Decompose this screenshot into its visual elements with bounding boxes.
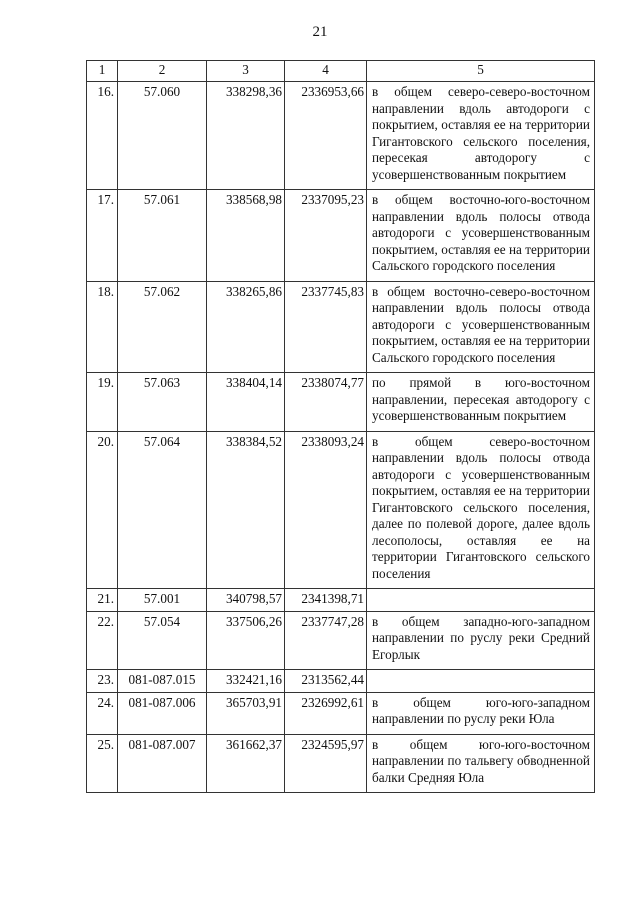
- coordinate-y: 2313562,44: [285, 670, 367, 693]
- column-header: 1: [87, 61, 118, 82]
- coordinate-x: 338384,52: [207, 431, 285, 589]
- point-id: 57.062: [118, 281, 207, 373]
- coordinate-x: 338568,98: [207, 190, 285, 282]
- boundary-description: в общем восточно-северо-восточном направлении вдоль полосы отвода автодороги с усовершенствованным покрытием, оставляя ее на территории Сальского городского поселения: [367, 281, 595, 373]
- boundary-description: в общем восточно-юго-восточном направлении вдоль полосы отвода автодороги с усовершенствованным покрытием, оставляя ее на территории Сальского городского поселения: [367, 190, 595, 282]
- boundary-description: в общем юго-юго-западном направлении по руслу реки Юла: [367, 692, 595, 734]
- point-id: 57.054: [118, 611, 207, 670]
- table-row: [87, 373, 595, 432]
- table-row: [87, 589, 595, 612]
- row-number: 23.: [87, 670, 118, 693]
- row-number: 21.: [87, 589, 118, 612]
- coordinate-x: 338265,86: [207, 281, 285, 373]
- boundary-description: [367, 670, 595, 693]
- row-number: 17.: [87, 190, 118, 282]
- coordinate-y: 2341398,71: [285, 589, 367, 612]
- row-number: 18.: [87, 281, 118, 373]
- coordinate-y: 2324595,97: [285, 734, 367, 793]
- coordinate-y: 2336953,66: [285, 82, 367, 190]
- coordinate-x: 338404,14: [207, 373, 285, 432]
- row-number: 16.: [87, 82, 118, 190]
- table-row: [87, 670, 595, 693]
- coordinate-y: 2326992,61: [285, 692, 367, 734]
- table-row: [87, 692, 595, 734]
- point-id: 57.061: [118, 190, 207, 282]
- boundary-description: в общем северо-восточном направлении вдоль полосы отвода автодороги с усовершенствованным покрытием, оставляя ее на территории Гигантовского сельского поселения, далее по полевой дороге, далее вдоль лесополосы, оставляя ее на территории Гигантовского сельского поселения: [367, 431, 595, 589]
- table-row: [87, 734, 595, 793]
- coordinate-x: 337506,26: [207, 611, 285, 670]
- coordinate-x: 332421,16: [207, 670, 285, 693]
- table-row: [87, 281, 595, 373]
- coordinate-x: 365703,91: [207, 692, 285, 734]
- row-number: 19.: [87, 373, 118, 432]
- coordinate-y: 2338093,24: [285, 431, 367, 589]
- boundary-description: в общем северо-северо-восточном направлении вдоль автодороги с покрытием, оставляя ее на территории Гигантовского сельского поселения, пересекая автодорогу с усовершенствованным покрытием: [367, 82, 595, 190]
- point-id: 57.063: [118, 373, 207, 432]
- column-header: 5: [367, 61, 595, 82]
- page-number: 21: [312, 24, 328, 40]
- point-id: 57.060: [118, 82, 207, 190]
- point-id: 081-087.015: [118, 670, 207, 693]
- point-id: 57.064: [118, 431, 207, 589]
- boundary-description: в общем юго-юго-восточном направлении по тальвегу обводненной балки Средняя Юла: [367, 734, 595, 793]
- coordinate-x: 361662,37: [207, 734, 285, 793]
- point-id: 57.001: [118, 589, 207, 612]
- coordinate-x: 340798,57: [207, 589, 285, 612]
- table-row: [87, 82, 595, 190]
- boundary-description: в общем западно-юго-западном направлении по руслу реки Средний Егорлык: [367, 611, 595, 670]
- table-row: [87, 190, 595, 282]
- column-header: 4: [285, 61, 367, 82]
- coordinate-y: 2337745,83: [285, 281, 367, 373]
- coordinate-y: 2337747,28: [285, 611, 367, 670]
- coordinate-y: 2338074,77: [285, 373, 367, 432]
- table-header-row: [87, 61, 595, 82]
- column-header: 3: [207, 61, 285, 82]
- coordinate-x: 338298,36: [207, 82, 285, 190]
- coordinate-y: 2337095,23: [285, 190, 367, 282]
- column-header: 2: [118, 61, 207, 82]
- boundary-description: [367, 589, 595, 612]
- row-number: 22.: [87, 611, 118, 670]
- boundary-description: по прямой в юго-восточном направлении, пересекая автодорогу с усовершенствованным покрытием: [367, 373, 595, 432]
- boundary-points-table: [86, 60, 595, 793]
- table-row: [87, 431, 595, 589]
- point-id: 081-087.007: [118, 734, 207, 793]
- row-number: 24.: [87, 692, 118, 734]
- point-id: 081-087.006: [118, 692, 207, 734]
- row-number: 25.: [87, 734, 118, 793]
- row-number: 20.: [87, 431, 118, 589]
- table-row: [87, 611, 595, 670]
